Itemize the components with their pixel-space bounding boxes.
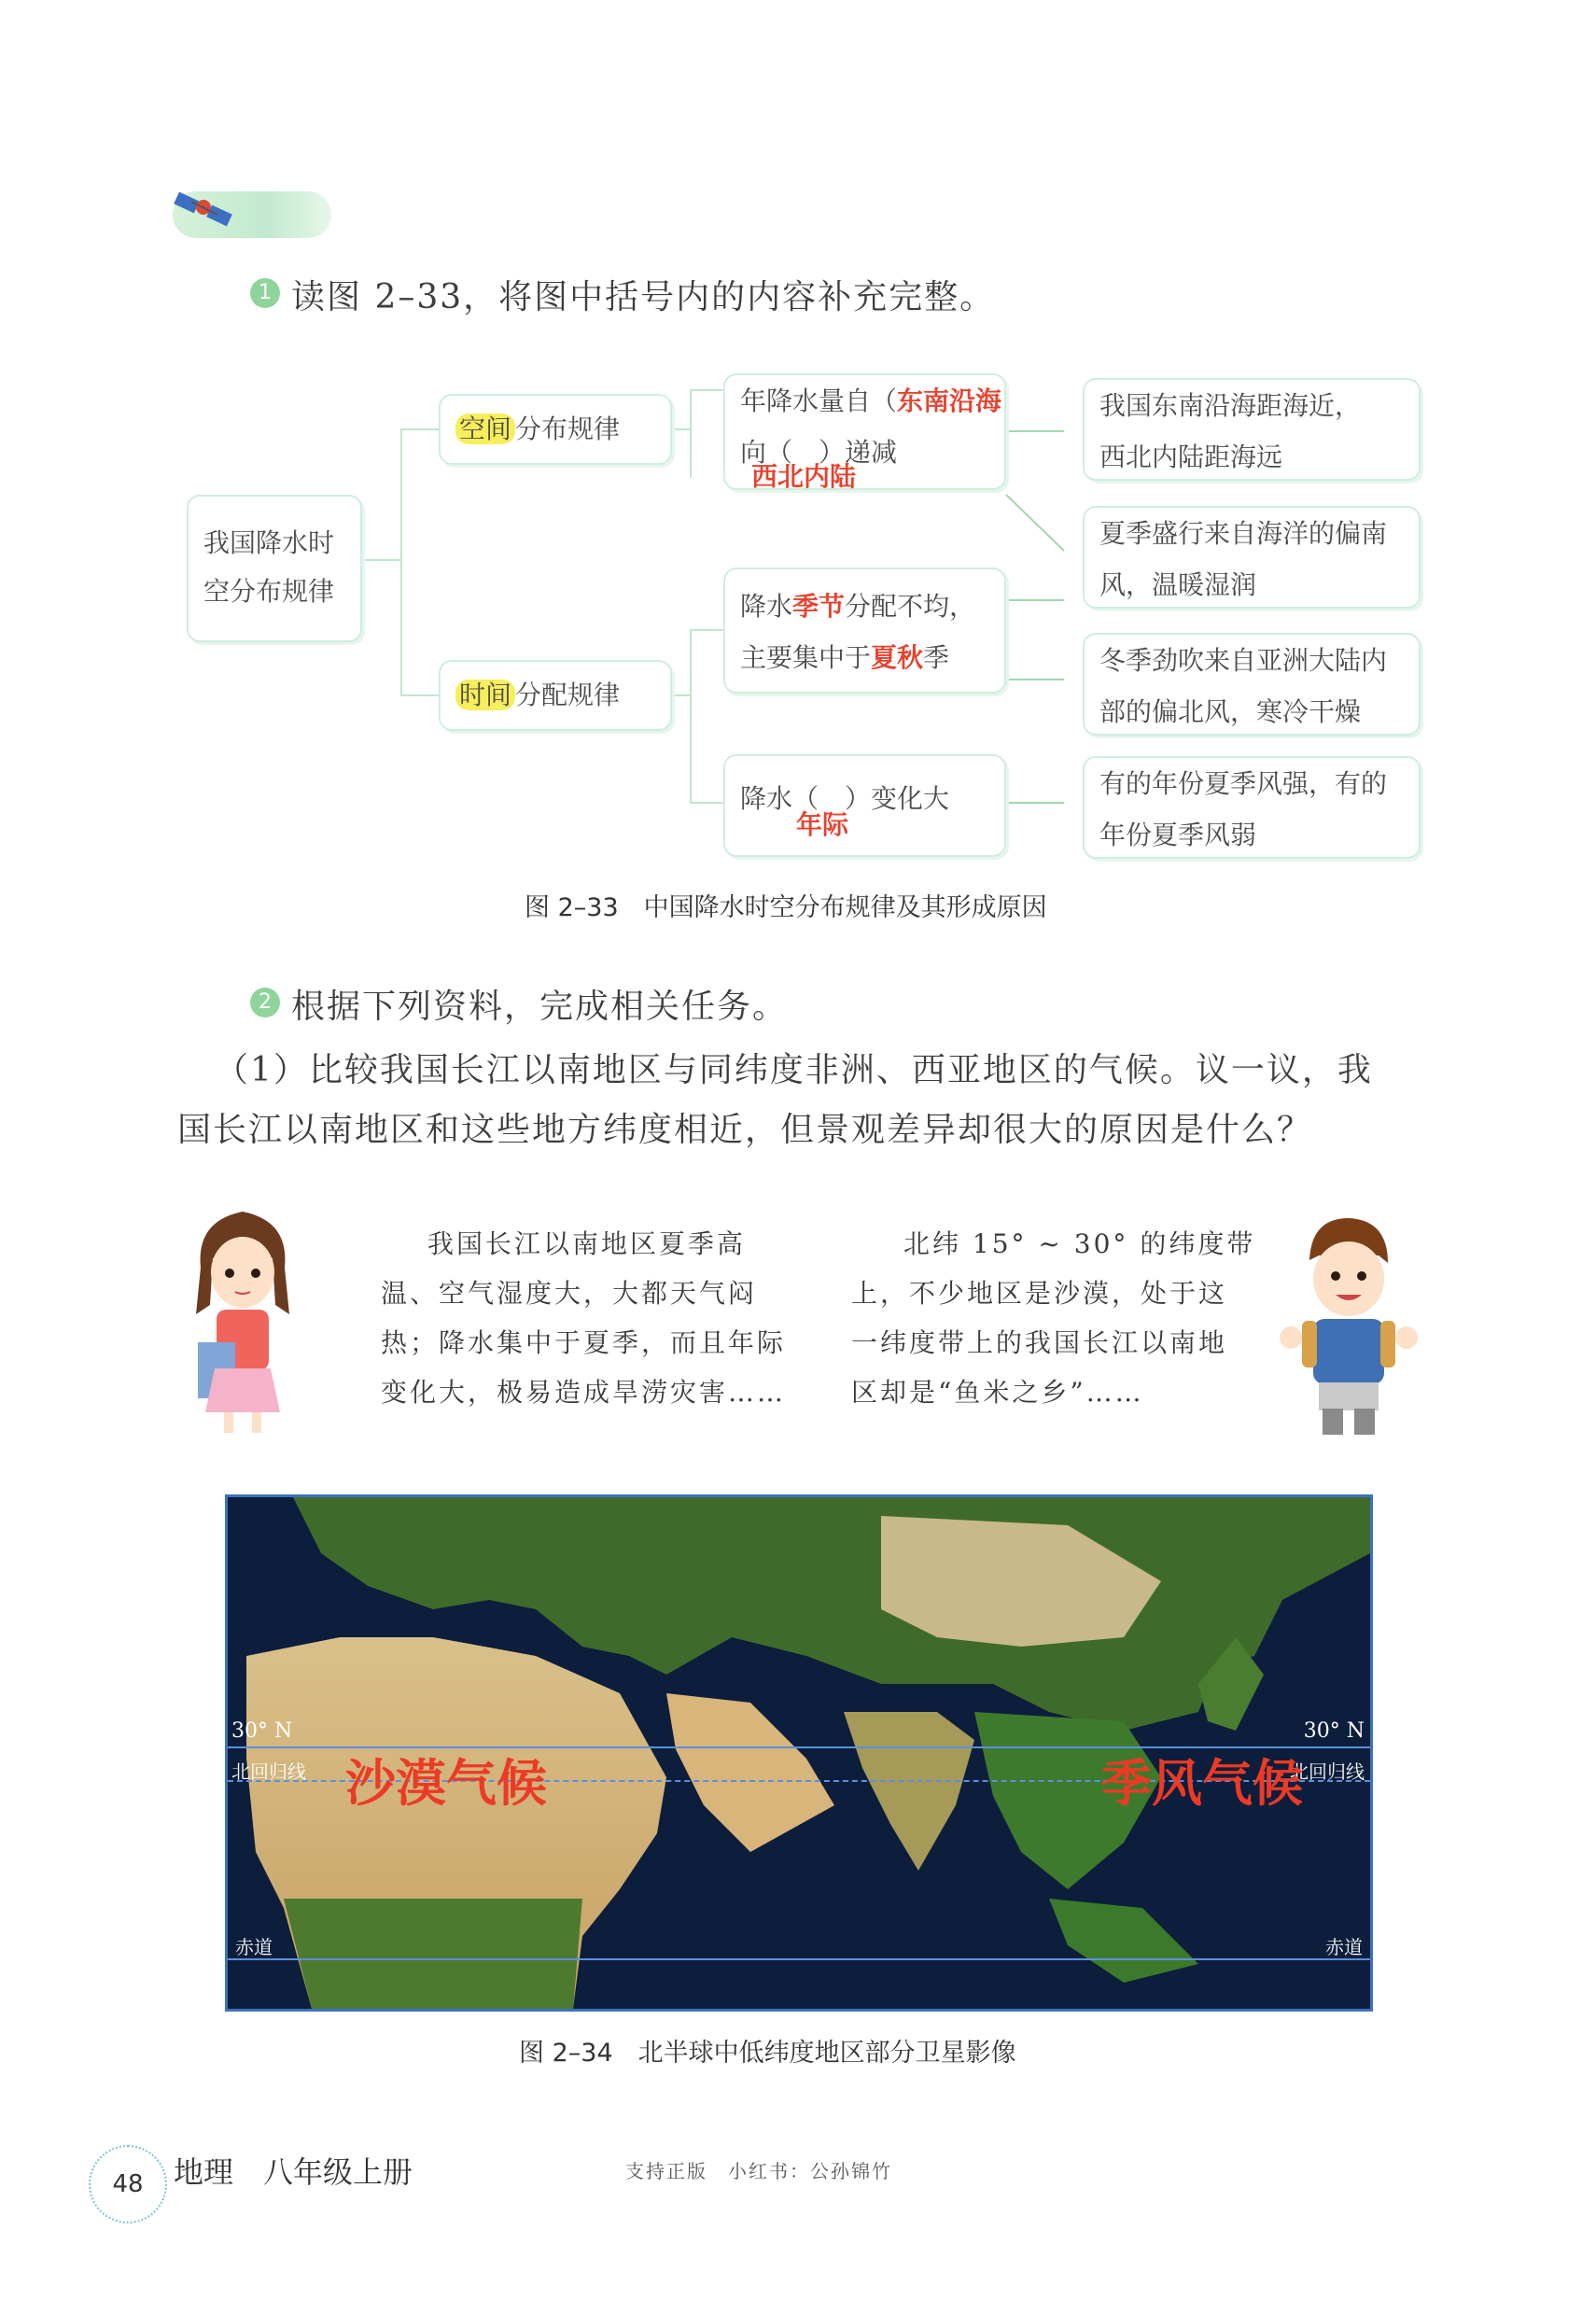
question-1-text: 读图 2–33，将图中括号内的内容补充完整。 <box>291 278 996 316</box>
seasonal-pattern-box <box>723 568 1006 694</box>
seasonal-text-3: 主要集中于 <box>740 642 872 673</box>
boy-speech-line-2: 上，不少地区是沙漠，处于这 <box>851 1278 1228 1309</box>
reason-1-line-1: 我国东南沿海距海近， <box>1099 390 1362 421</box>
equator-line <box>228 1958 1370 1960</box>
equator-left-label: 赤道 <box>235 1936 273 1958</box>
question-2-text: 根据下列资料，完成相关任务。 <box>291 988 789 1026</box>
lat-30n-right-label: 30° N <box>1303 1719 1365 1743</box>
spatial-text-1: 年降水量自（ <box>740 386 898 416</box>
reason-1-line-2: 西北内陆距海远 <box>1099 442 1283 472</box>
girl-speech-line-3: 热；降水集中于夏季，而且年际 <box>381 1327 787 1358</box>
equator-right-label: 赤道 <box>1325 1936 1363 1958</box>
boy-character-icon <box>1274 1209 1423 1438</box>
answer-season: 季节 <box>792 591 846 622</box>
reason-box-3 <box>1083 633 1421 736</box>
reason-3-line-1: 冬季劲吹来自亚洲大陆内 <box>1099 645 1388 676</box>
seasonal-text-1: 降水 <box>740 591 793 622</box>
girl-speech-line-4: 变化大，极易造成旱涝灾害…… <box>381 1377 787 1408</box>
satellite-map <box>225 1494 1373 2012</box>
lat-30n-left-label: 30° N <box>231 1719 293 1743</box>
reason-box-2 <box>1083 506 1421 609</box>
root-box <box>187 495 362 642</box>
desert-climate-annotation: 沙漠气候 <box>345 1754 547 1813</box>
interannual-box <box>723 754 1006 857</box>
tropic-right-label: 北回归线 <box>1290 1760 1365 1783</box>
girl-character-icon <box>187 1202 299 1436</box>
boy-speech <box>851 1219 1255 1417</box>
girl-speech-line-2: 温、空气湿度大，大都天气闷 <box>381 1278 758 1309</box>
question-2-paragraph-line-2: 国长江以南地区和这些地方纬度相近，但景观差异却很大的原因是什么？ <box>177 1111 1313 1149</box>
book-title: 地理 八年级上册 <box>174 2154 413 2190</box>
boy-speech-line-3: 一纬度带上的我国长江以南地 <box>851 1327 1228 1358</box>
space-highlight: 空间 <box>455 414 515 444</box>
reason-4-line-1: 有的年份夏季风强，有的 <box>1099 768 1388 799</box>
question-number-badge: 2 <box>250 988 280 1017</box>
answer-northwest-inland: 西北内陆 <box>751 461 857 492</box>
reason-2-line-2: 风，温暖湿润 <box>1099 569 1257 600</box>
figure-2-34-caption: 图 2–34 北半球中低纬度地区部分卫星影像 <box>519 2039 1016 2068</box>
figure-2-33-caption: 图 2–33 中国降水时空分布规律及其形成原因 <box>525 893 1047 922</box>
seasonal-text-4: 季 <box>923 642 950 673</box>
monsoon-climate-annotation: 季风气候 <box>1101 1754 1303 1813</box>
reason-3-line-2: 部的偏北风，寒冷干燥 <box>1099 696 1362 727</box>
time-box <box>439 660 672 731</box>
tropic-left-label: 北回归线 <box>231 1760 306 1783</box>
boy-speech-line-1: 北纬 15° ~ 30° 的纬度带 <box>903 1228 1256 1259</box>
page-number: 48 <box>89 2145 167 2223</box>
interannual-text: 降水（ ）变化大 <box>740 783 950 814</box>
question-2-paragraph-line-1: （1）比较我国长江以南地区与同纬度非洲、西亚地区的气候。议一议，我 <box>215 1051 1373 1089</box>
root-line-1: 我国降水时 <box>203 527 335 558</box>
question-number-badge: 1 <box>250 278 280 308</box>
boy-speech-line-4: 区却是“鱼米之乡”…… <box>851 1377 1144 1408</box>
reason-box-4 <box>1083 756 1421 859</box>
space-label: 分布规律 <box>515 414 621 444</box>
reason-4-line-2: 年份夏季风弱 <box>1099 820 1257 850</box>
time-label: 分配规律 <box>515 680 621 710</box>
girl-speech <box>381 1219 786 1417</box>
root-line-2: 空分布规律 <box>203 576 335 607</box>
watermark-text: 支持正版 小红书：公孙锦竹 <box>625 2160 892 2182</box>
answer-southeast-coast: 东南沿海 <box>897 386 1002 416</box>
time-highlight: 时间 <box>455 680 515 710</box>
space-box <box>439 394 672 465</box>
answer-interannual: 年际 <box>796 809 849 840</box>
answer-summer-autumn: 夏秋 <box>871 642 924 673</box>
girl-speech-line-1: 我国长江以南地区夏季高 <box>427 1228 747 1259</box>
reason-2-line-1: 夏季盛行来自海洋的偏南 <box>1099 518 1388 549</box>
reason-box-1 <box>1083 378 1421 481</box>
seasonal-text-2: 分配不均， <box>845 591 976 622</box>
spatial-pattern-box <box>723 373 1006 490</box>
spatial-text-2: 向（ ）递减 <box>740 437 898 468</box>
